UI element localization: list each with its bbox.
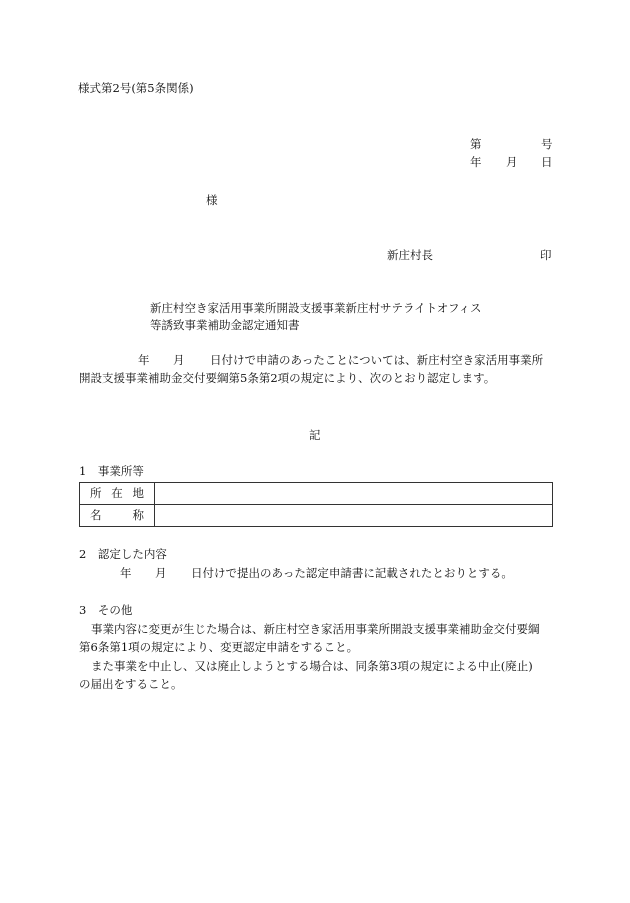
date-month: 月	[506, 155, 518, 169]
title-line-2: 等誘致事業補助金認定通知書	[150, 318, 300, 332]
section-3-p2-line-1: また事業を中止し、又は廃止しようとする場合は、同条第3項の規定による中止(廃止)	[91, 659, 533, 673]
location-value	[155, 483, 553, 505]
doc-number-prefix: 第	[470, 137, 482, 151]
section-2-month: 月	[155, 566, 167, 580]
section-2-year: 年	[120, 566, 132, 580]
body-line-1: 日付けで申請のあったことについては、新庄村空き家活用事業所	[210, 353, 544, 367]
issuer-title: 新庄村長	[387, 248, 433, 262]
form-number: 様式第2号(第5条関係)	[78, 81, 194, 95]
section-2-text: 日付けで提出のあった認定申請書に記載されたとおりとする。	[191, 566, 513, 580]
issuer-seal: 印	[540, 248, 552, 262]
title-line-1: 新庄村空き家活用事業所開設支援事業新庄村サテライトオフィス	[150, 301, 482, 315]
table-row	[80, 505, 553, 527]
section-1-heading: 1 事業所等	[79, 464, 144, 478]
doc-number-suffix: 号	[541, 137, 553, 151]
ki-heading: 記	[309, 428, 321, 442]
name-value	[155, 505, 553, 527]
table-row	[80, 483, 553, 505]
section-3-p2-line-2: の届出をすること。	[79, 677, 183, 691]
section-3-p1-line-1: 事業内容に変更が生じた場合は、新庄村空き家活用事業所開設支援事業補助金交付要綱	[91, 622, 540, 636]
location-label: 所 在 地	[80, 483, 155, 505]
name-label: 名 称	[80, 505, 155, 527]
date-year: 年	[470, 155, 482, 169]
section-3-p1-line-2: 第6条第1項の規定により、変更認定申請をすること。	[79, 640, 359, 654]
date-day: 日	[541, 155, 553, 169]
section-3-heading: 3 その他	[79, 603, 133, 617]
section-2-heading: 2 認定した内容	[79, 547, 167, 561]
facility-table	[79, 482, 553, 527]
body-line-2: 開設支援事業補助金交付要綱第5条第2項の規定により、次のとおり認定します。	[79, 371, 496, 385]
addressee-suffix: 様	[206, 193, 218, 207]
body-month: 月	[173, 353, 185, 367]
body-year: 年	[138, 353, 150, 367]
